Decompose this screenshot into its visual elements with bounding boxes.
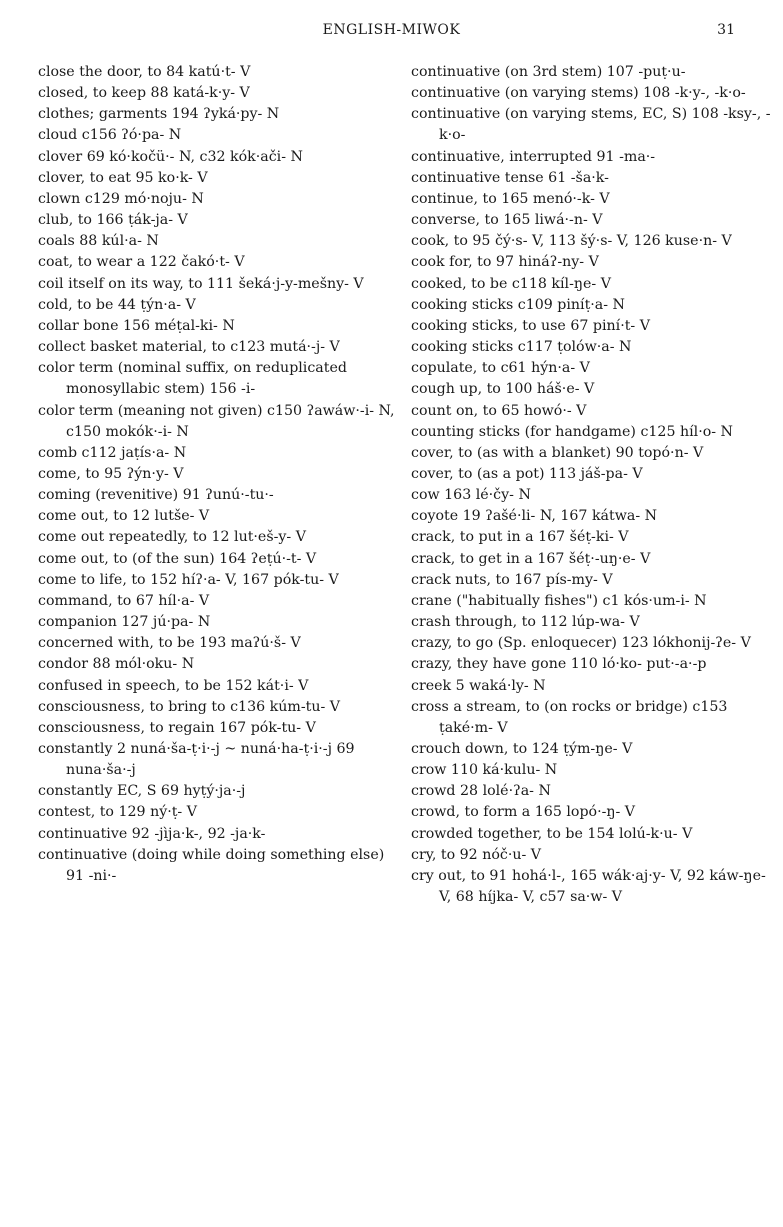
dictionary-entry: come out, to 12 lutše- V: [38, 508, 210, 525]
dictionary-entry: continuative (on varying stems, EC, S) 108 -ksy-, -k·o-: [411, 106, 771, 144]
dictionary-entry: cross a stream, to (on rocks or bridge) c153 ṭaké·m- V: [411, 698, 728, 736]
dictionary-entry: cry out, to 91 hohá·l-, 165 wák·aj·y- V, 92 káw-ŋe- V, 68 híjka- V, c57 sa·w- V: [411, 867, 766, 906]
dictionary-entry: companion 127 jú·pa- N: [38, 614, 211, 631]
dictionary-entry: crowd, to form a 165 lopó·-ŋ- V: [411, 804, 636, 821]
dictionary-entry: clown c129 mó·noju- N: [38, 190, 204, 207]
dictionary-entry: constantly 2 nuná·ša-ṭ·i·-j ~ nuná·ha-ṭ·i·-j 69 nuna·ša·-j: [38, 741, 355, 779]
dictionary-entry: continuative (doing while doing something else) 91 -ni·-: [38, 846, 385, 884]
dictionary-entry: cook for, to 97 hináʔ-ny- V: [411, 254, 599, 271]
dictionary-entry: cover, to (as with a blanket) 90 topó·n- V: [411, 444, 704, 461]
dictionary-entry: color term (meaning not given) c150 ʔawáw·-i- N, c150 mokók·-i- N: [38, 402, 395, 440]
page-header: [0, 22, 783, 42]
dictionary-entry: close the door, to 84 katú·t- V: [38, 64, 251, 80]
dictionary-entry: condor 88 mól·oku- N: [38, 656, 195, 673]
dictionary-entry: converse, to 165 liwá·-n- V: [411, 212, 603, 229]
dictionary-entry: crash through, to 112 lúp-wa- V: [411, 614, 640, 631]
dictionary-entry: come out repeatedly, to 12 lut·eš-y- V: [38, 529, 306, 546]
dictionary-entry: cooking sticks c109 piníṭ·a- N: [411, 296, 625, 313]
dictionary-entry: contest, to 129 ný·ṭ- V: [38, 804, 197, 821]
dictionary-entry: crack nuts, to 167 pís-my- V: [411, 571, 613, 588]
dictionary-entry: command, to 67 híl·a- V: [38, 592, 210, 609]
dictionary-entry: come, to 95 ʔýn·y- V: [38, 465, 184, 482]
dictionary-entry: crane ("habitually fishes") c1 kós·um-i- N: [411, 592, 707, 609]
dictionary-entry: clover, to eat 95 ko·k- V: [38, 169, 208, 186]
dictionary-entry: coil itself on its way, to 111 šeká·j-y-mešny- V: [38, 275, 364, 292]
dictionary-entry: cook, to 95 čý·s- V, 113 šý·s- V, 126 kuse·n- V: [411, 233, 732, 250]
running-title: ENGLISH-MIWOK: [322, 22, 461, 38]
dictionary-entry: cooked, to be c118 kíl-ŋe- V: [411, 275, 611, 292]
right-column: [411, 62, 777, 908]
dictionary-entry: creek 5 waká·ly- N: [411, 677, 546, 694]
page-number: 31: [717, 22, 735, 38]
dictionary-entry: crouch down, to 124 ṭým-ŋe- V: [411, 741, 633, 757]
dictionary-entry: clothes; garments 194 ʔyká·py- N: [38, 106, 280, 123]
dictionary-entry: continuative, interrupted 91 -ma·-: [411, 148, 656, 165]
dictionary-entry: cloud c156 ʔó·pa- N: [38, 127, 182, 144]
dictionary-entry: comb c112 jaṭís·a- N: [38, 444, 187, 461]
dictionary-entry: crowded together, to be 154 lolú-k·u- V: [411, 825, 693, 842]
dictionary-entry: come to life, to 152 híʔ·a- V, 167 pók-tu- V: [38, 571, 339, 588]
dictionary-entry: continuative (on varying stems) 108 -k·y-, -k·o-: [411, 85, 746, 102]
dictionary-entry: consciousness, to regain 167 pók-tu- V: [38, 719, 316, 736]
dictionary-entry: cooking sticks, to use 67 piní·t- V: [411, 317, 650, 334]
dictionary-entry: crowd 28 lolé·ʔa- N: [411, 783, 551, 800]
dictionary-entry: cow 163 lé·čy- N: [411, 487, 531, 504]
dictionary-entry: collar bone 156 méṭal-ki- N: [38, 317, 235, 334]
dictionary-entry: collect basket material, to c123 mutá·-j- V: [38, 339, 340, 356]
dictionary-entry: constantly EC, S 69 hyṭý·ja·-j: [38, 783, 246, 800]
dictionary-entry: count on, to 65 howó·- V: [411, 402, 587, 419]
dictionary-entry: clover 69 kó·kočü·- N, c32 kók·ači- N: [38, 148, 303, 165]
dictionary-entry: consciousness, to bring to c136 kúm-tu- V: [38, 698, 341, 715]
dictionary-entry: continuative tense 61 -ša·k-: [411, 169, 609, 186]
dictionary-entry: confused in speech, to be 152 kát·i- V: [38, 677, 309, 694]
dictionary-entry: club, to 166 ṭák-ja- V: [38, 212, 188, 229]
dictionary-entry: copulate, to c61 hýn·a- V: [411, 360, 590, 377]
dictionary-entry: continuative (on 3rd stem) 107 -puṭ·u-: [411, 64, 686, 80]
dictionary-entry: crack, to put in a 167 šéṭ-ki- V: [411, 529, 629, 546]
dictionary-entry: closed, to keep 88 katá-k·y- V: [38, 85, 250, 102]
dictionary-entry: continue, to 165 menó·-k- V: [411, 190, 610, 207]
dictionary-entry: counting sticks (for handgame) c125 híl·o- N: [411, 423, 733, 440]
dictionary-entry: coming (revenitive) 91 ʔunú·-tu·-: [38, 487, 274, 504]
dictionary-entry: come out, to (of the sun) 164 ʔeṭú·-t- V: [38, 550, 317, 567]
dictionary-entry: color term (nominal suffix, on reduplicated monosyllabic stem) 156 -i-: [38, 360, 347, 398]
dictionary-entry: cough up, to 100 háš·e- V: [411, 381, 595, 398]
dictionary-entry: crack, to get in a 167 šéṭ·-uŋ·e- V: [411, 550, 651, 567]
dictionary-entry: concerned with, to be 193 maʔú·š- V: [38, 635, 301, 652]
dictionary-entry: cold, to be 44 ṭýn·a- V: [38, 296, 196, 313]
dictionary-entry: crazy, to go (Sp. enloquecer) 123 lókhonij-ʔe- V: [411, 635, 751, 652]
dictionary-entry: cry, to 92 nóč·u- V: [411, 846, 542, 863]
dictionary-entry: coyote 19 ʔašé·li- N, 167 kátwa- N: [411, 508, 658, 525]
dictionary-entry: cooking sticks c117 ṭolów·a- N: [411, 339, 632, 356]
left-column: [38, 62, 396, 887]
dictionary-entry: continuative 92 -jìja·k-, 92 -ja·k-: [38, 825, 266, 842]
dictionary-entry: coat, to wear a 122 čakó·t- V: [38, 254, 245, 271]
dictionary-entry: coals 88 kúl·a- N: [38, 233, 159, 250]
dictionary-entry: crow 110 ká·kulu- N: [411, 762, 558, 779]
dictionary-entry: cover, to (as a pot) 113 jáš-pa- V: [411, 465, 643, 482]
dictionary-entry: crazy, they have gone 110 ló·ko- put·-a·-p: [411, 656, 707, 673]
